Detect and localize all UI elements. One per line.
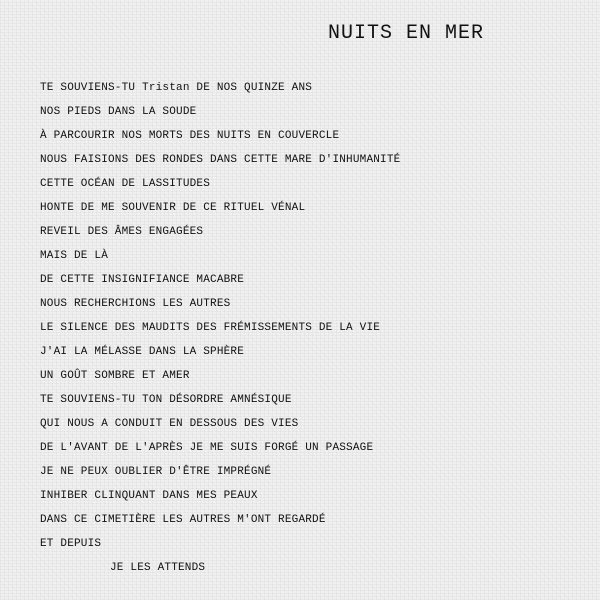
poem-line: CETTE OCÉAN DE LASSITUDES	[40, 178, 211, 190]
poem-line: DE L'AVANT DE L'APRÈS JE ME SUIS FORGÉ UN PASSAGE	[40, 442, 374, 454]
poem-line: DE CETTE INSIGNIFIANCE MACABRE	[40, 274, 245, 286]
poem-line: J'AI LA MÉLASSE DANS LA SPHÈRE	[40, 346, 245, 358]
poem-body	[40, 79, 400, 583]
poem-line: LE SILENCE DES MAUDITS DES FRÉMISSEMENTS DE LA VIE	[40, 322, 381, 334]
poem-line: REVEIL DES ÂMES ENGAGÉES	[40, 226, 204, 238]
poem-line: JE NE PEUX OUBLIER D'ÊTRE IMPRÉGNÉ	[40, 466, 272, 478]
poem-line: NOUS FAISIONS DES RONDES DANS CETTE MARE D'INHUMANITÉ	[40, 154, 401, 166]
poem-line: UN GOÛT SOMBRE ET AMER	[40, 370, 190, 382]
poem-line: ET DEPUIS	[40, 538, 102, 550]
poem-line: NOS PIEDS DANS LA SOUDE	[40, 106, 197, 118]
poem-line: À PARCOURIR NOS MORTS DES NUITS EN COUVERCLE	[40, 130, 340, 142]
poem-line: TE SOUVIENS-TU Tristan DE NOS QUINZE ANS	[40, 82, 313, 94]
poem-line: TE SOUVIENS-TU TON DÉSORDRE AMNÉSIQUE	[40, 394, 292, 406]
poem-line: MAIS DE LÀ	[40, 250, 109, 262]
poem-line: DANS CE CIMETIÈRE LES AUTRES M'ONT REGARDÉ	[40, 514, 326, 526]
poem-line: INHIBER CLINQUANT DANS MES PEAUX	[40, 490, 258, 502]
poem-line: QUI NOUS A CONDUIT EN DESSOUS DES VIES	[40, 418, 299, 430]
poem-line: JE LES ATTENDS	[110, 562, 206, 574]
poem-line: NOUS RECHERCHIONS LES AUTRES	[40, 298, 231, 310]
poem-title: NUITS EN MER	[328, 22, 485, 45]
poem-line: HONTE DE ME SOUVENIR DE CE RITUEL VÉNAL	[40, 202, 306, 214]
